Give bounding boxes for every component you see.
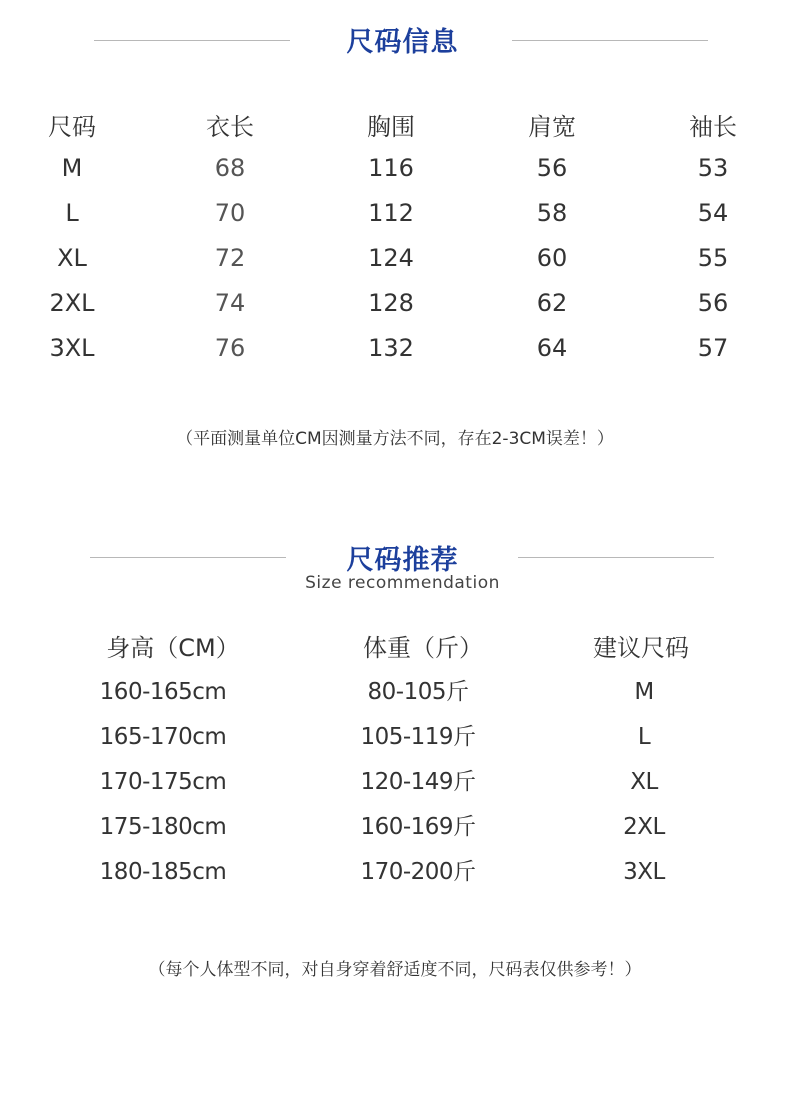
cell-recommended-size: 2XL [623, 814, 665, 840]
cell-recommended-size: XL [630, 769, 658, 795]
cell-length: 72 [214, 244, 246, 272]
cell-chest: 124 [368, 244, 414, 272]
cell-chest: 132 [368, 334, 414, 362]
cell-size: L [65, 199, 79, 227]
header-size: 尺码 [48, 113, 96, 141]
cell-recommended-size: M [634, 679, 654, 705]
cell-recommended-size: L [637, 724, 651, 750]
cell-length: 74 [214, 289, 246, 317]
cell-size: XL [57, 244, 87, 272]
cell-size: 2XL [49, 289, 95, 317]
title-rule-left [94, 40, 290, 41]
header-height: 身高（CM） [106, 634, 240, 662]
size-info-title: 尺码信息 [346, 27, 459, 58]
cell-shoulder: 64 [536, 334, 568, 362]
cell-sleeve: 53 [697, 154, 729, 182]
cell-height: 170-175cm [99, 769, 227, 795]
cell-length: 76 [214, 334, 246, 362]
title-rule-left [90, 557, 286, 558]
cell-weight: 80-105斤 [367, 679, 469, 705]
cell-weight: 160-169斤 [360, 814, 476, 840]
header-recommended-size: 建议尺码 [593, 634, 689, 662]
cell-sleeve: 55 [697, 244, 729, 272]
header-length: 衣长 [206, 113, 254, 141]
measurement-note: （平面测量单位CM因测量方法不同，存在2-3CM误差！） [176, 429, 614, 449]
header-shoulder: 肩宽 [528, 113, 576, 141]
cell-sleeve: 56 [697, 289, 729, 317]
cell-weight: 170-200斤 [360, 859, 476, 885]
cell-height: 160-165cm [99, 679, 227, 705]
cell-chest: 116 [368, 154, 414, 182]
header-weight: 体重（斤） [363, 634, 483, 662]
cell-height: 165-170cm [99, 724, 227, 750]
cell-chest: 128 [368, 289, 414, 317]
cell-weight: 105-119斤 [360, 724, 476, 750]
cell-recommended-size: 3XL [623, 859, 665, 885]
cell-sleeve: 54 [697, 199, 729, 227]
cell-shoulder: 58 [536, 199, 568, 227]
cell-height: 175-180cm [99, 814, 227, 840]
cell-sleeve: 57 [697, 334, 729, 362]
cell-shoulder: 56 [536, 154, 568, 182]
recommendation-note: （每个人体型不同，对自身穿着舒适度不同，尺码表仅供参考！） [148, 960, 642, 980]
cell-shoulder: 62 [536, 289, 568, 317]
cell-length: 68 [214, 154, 246, 182]
title-rule-right [518, 557, 714, 558]
cell-size: 3XL [49, 334, 95, 362]
header-sleeve: 袖长 [689, 113, 737, 141]
cell-size: M [61, 154, 83, 182]
size-recommendation-title: 尺码推荐 [346, 545, 459, 576]
title-rule-right [512, 40, 708, 41]
header-chest: 胸围 [367, 113, 415, 141]
cell-chest: 112 [368, 199, 414, 227]
cell-length: 70 [214, 199, 246, 227]
cell-shoulder: 60 [536, 244, 568, 272]
size-recommendation-subtitle: Size recommendation [305, 573, 500, 593]
cell-weight: 120-149斤 [360, 769, 476, 795]
cell-height: 180-185cm [99, 859, 227, 885]
